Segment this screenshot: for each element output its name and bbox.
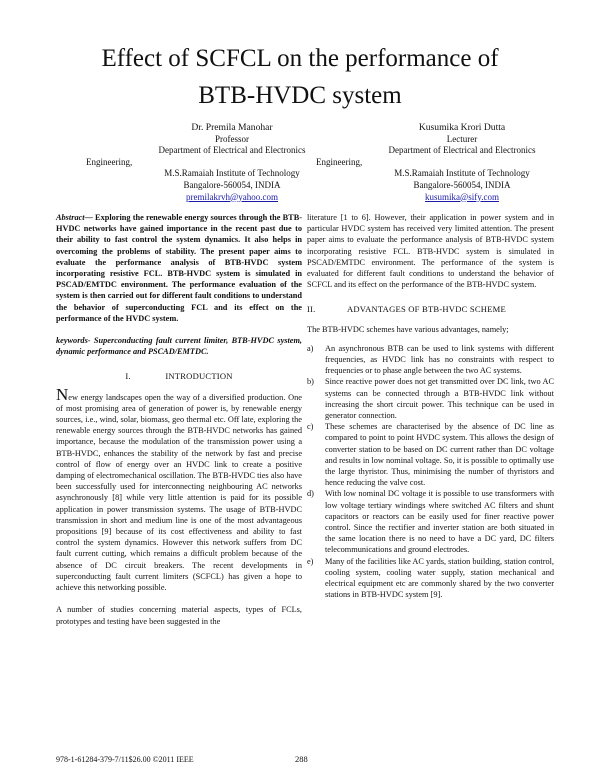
list-item: b) Since reactive power does not get transmitted over DC link, two AC systems can be connected through a BTB-HVDC link without increasing the short circuit power. This technique can be used in generator connection.	[307, 377, 554, 421]
copyright-line: 978-1-61284-379-7/11$26.00 ©2011 IEEE	[56, 755, 194, 764]
right-column	[307, 212, 554, 601]
author-institute: M.S.Ramaiah Institute of Technology	[164, 168, 300, 179]
list-item: d) With low nominal DC voltage it is possible to use transformers with low voltage tertiary windings where switched AC filters and shunt capacitors or reactors can be easily used for finer reactive power control. Since the rectifier and inverter station are both situated in the same location there is no need to have a DC yard, DC filters telecommunications and ground electrodes.	[307, 489, 554, 555]
author-dept: Department of Electrical and Electronics	[158, 145, 306, 156]
author-city: Bangalore-560054, INDIA	[413, 179, 511, 190]
abstract-label: Abstract—	[56, 213, 93, 222]
keywords: keywords- Superconducting fault current limiter, BTB-HVDC system, dynamic performance and PSCAD/EMTDC.	[56, 336, 302, 357]
author-role: Lecturer	[446, 133, 478, 144]
section-number: I.	[125, 371, 131, 382]
left-column	[56, 212, 302, 627]
section-1-heading	[56, 371, 302, 382]
list-item: c) These schemes are characterised by the absence of DC line as compared to point to point HVDC system. This allows the design of converter station to be based on DC current rather than DC voltage and results in low nominal voltage. So, it is possible to optimally use the large thyristor. Thus, minimising the number of thyristors and hence reducing the valve cost.	[307, 422, 554, 488]
author-block-2	[316, 122, 572, 203]
title-line-2: BTB-HVDC system	[198, 82, 402, 109]
advantages-list	[307, 343, 554, 601]
author-role: Professor	[215, 133, 249, 144]
section-title: INTRODUCTION	[165, 371, 233, 382]
paper-title	[40, 40, 560, 114]
author-dept: Department of Electrical and Electronics	[388, 145, 536, 156]
author-dept-cont: Engineering,	[316, 156, 363, 167]
author-dept-cont: Engineering,	[86, 156, 133, 167]
page-number: 288	[295, 754, 308, 764]
intro-paragraph-3: literature [1 to 6]. However, their application in power system and in particular HVDC system has received very limited attention. The present paper aims to evaluate the performance analysis of BTB-HVDC system incorporating resistive FCL. BTB-HVDC system is simulated in PSCAD/EMTDC environment. The performance of the system is evaluated for different fault conditions to understand the behavior of SCFCL and its effect on the performance of the BTB-HVDC system.	[307, 213, 554, 290]
section-number: II.	[307, 304, 316, 315]
author-institute: M.S.Ramaiah Institute of Technology	[394, 168, 530, 179]
title-line-1: Effect of SCFCL on the performance of	[101, 45, 499, 72]
list-item: e) Many of the facilities like AC yards, station building, station control, cooling system, cooling water supply, station mechanical and electrical equipment etc are commonly shared by the two converter stations in BTB-HVDC system [9].	[307, 556, 554, 600]
author-email-link[interactable]: kusumika@sify.com	[425, 191, 499, 202]
section-2-heading	[307, 304, 554, 315]
author-email-link[interactable]: premilakrvh@yahoo.com	[185, 191, 278, 202]
author-name: Kusumika Krori Dutta	[418, 122, 506, 133]
abstract-text: Exploring the renewable energy sources through the BTB-HVDC networks have gained importance in the recent past due to their ability to fast control the system dynamics. It also helps in overcoming the problems of stability. The present paper aims to evaluate the performance analysis of BTB-HVDC system incorporating resistive FCL. BTB-HVDC system is simulated in PSCAD/EMTDC environment. The performance evaluation of the system is then carried out for different fault conditions to understand the behavior of superconducting FCL and its effect on the performance of the HVDC system.	[56, 213, 302, 323]
author-block-1	[86, 122, 342, 203]
author-city: Bangalore-560054, INDIA	[183, 179, 281, 190]
author-name: Dr. Premila Manohar	[191, 122, 273, 133]
intro-paragraph-1: New energy landscapes open the way of a diversified production. One of most promising area of generation of power is, by renewable energy sources, i.e., wind, solar, biomass, geo thermal etc. Off late, exploring the renewable energy sources through the BTB-HVDC networks has gained importance, because the modulation of the transmission power using a BTB-HVDC, enhances the stability of the network by fast and precise control of flow of energy over an HVDC link to create a positive damping of electromechanical oscillation. The BTB-HVDC ties also have been successfully used for interconnecting neighbouring AC networks asynchronously [8] while very little attention is paid for its possible application in power transmission systems. The usage of BTB-HVDC transmission in short and medium line is one of the most advantageous propositions [9] because of its cost effectiveness and ability to fast control the system dynamics. However this network suffers from DC fault current cutting, which remains a difficult problem because of the absence of DC circuit breakers. The recent developments in superconducting fault current limiters (SCFCL) has given a hope to achieve this networking possible.	[56, 384, 302, 593]
list-item: a) An asynchronous BTB can be used to link systems with different frequencies, as HVDC link has no constraints with respect to frequencies or to phase angle between the two AC systems.	[307, 343, 554, 376]
abstract	[56, 212, 302, 324]
section-title: ADVANTAGES OF BTB-HVDC SCHEME	[347, 304, 506, 315]
dropcap: N	[56, 384, 69, 404]
section-2-intro: The BTB-HVDC schemes have various advantages, namely;	[307, 324, 509, 334]
intro-paragraph-2: A number of studies concerning material aspects, types of FCLs, prototypes and testing have been suggested in the	[56, 605, 302, 626]
